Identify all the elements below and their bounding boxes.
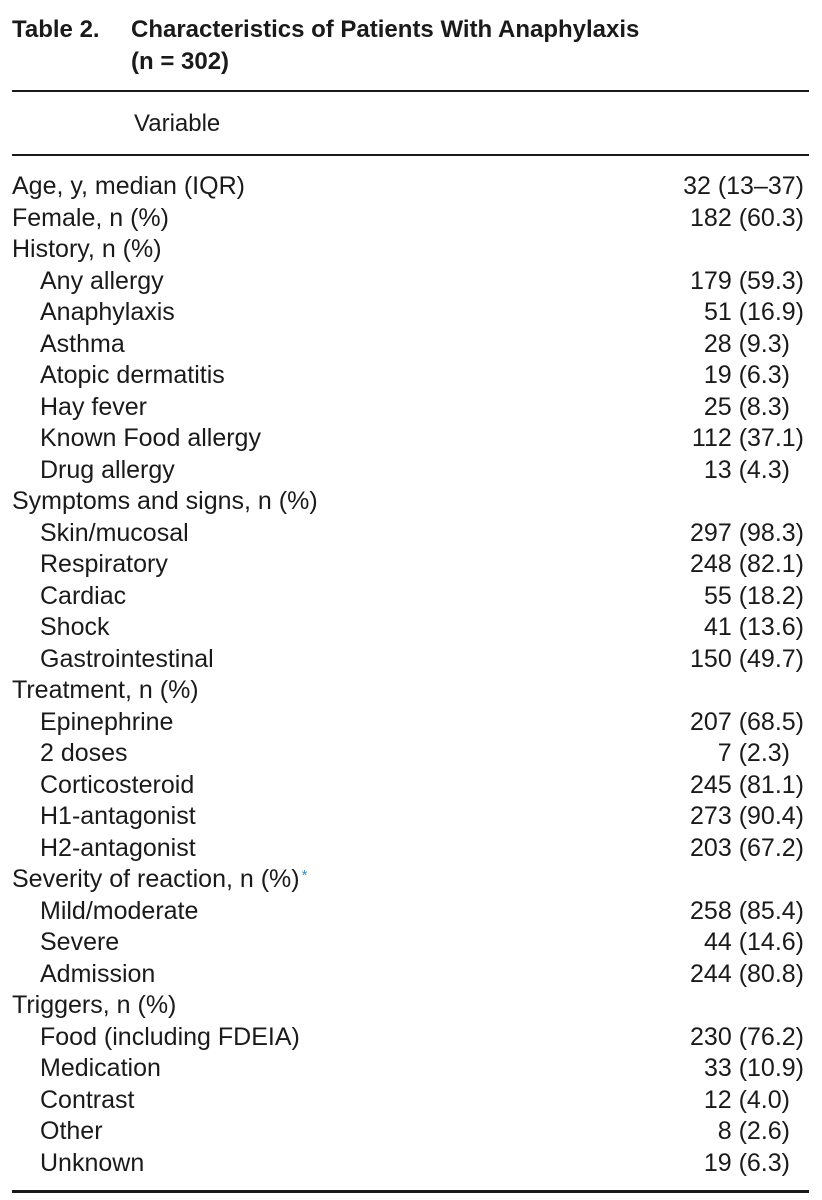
table-row	[12, 171, 809, 203]
row-label-text: Drug allergy	[40, 455, 175, 484]
row-value: 258 (85.4)	[690, 896, 804, 925]
row-value: 55 (18.2)	[703, 581, 804, 610]
table-row	[12, 644, 809, 676]
table-row	[12, 266, 809, 298]
table-row	[12, 612, 809, 644]
bottom-rule	[12, 1190, 809, 1193]
row-label-text: Cardiac	[40, 581, 127, 610]
row-label-text: Known Food allergy	[40, 424, 261, 452]
row-label	[40, 423, 261, 455]
row-value: 112 (37.1)	[691, 424, 804, 452]
table-row	[12, 1085, 809, 1117]
table-row	[12, 864, 809, 896]
footnote-marker[interactable]: *	[301, 867, 308, 884]
row-value: 13 (4.3)	[703, 455, 790, 484]
row-label	[40, 1148, 144, 1180]
table-title-line1: Characteristics of Patients With Anaphylaxis	[131, 16, 640, 43]
table-row	[12, 518, 809, 550]
row-label-text: Treatment, n (%)	[12, 676, 199, 704]
row-label	[40, 297, 175, 329]
table-row	[12, 707, 809, 739]
row-label	[12, 486, 318, 518]
table-row	[12, 455, 809, 487]
table-row	[12, 738, 809, 770]
row-label-text: Female, n (%)	[12, 203, 169, 232]
row-label	[12, 171, 245, 203]
row-label-text: Respiratory	[40, 550, 168, 578]
row-label-text: 2 doses	[40, 739, 128, 767]
table-row	[12, 234, 809, 266]
row-value: 273 (90.4)	[690, 802, 804, 830]
row-value: 19 (6.3)	[703, 361, 790, 389]
row-label	[40, 266, 164, 298]
table-row	[12, 203, 809, 235]
table-row	[12, 486, 809, 518]
row-label-text: Triggers, n (%)	[12, 991, 177, 1019]
row-label-text: Skin/mucosal	[40, 518, 189, 547]
row-value: 28 (9.3)	[703, 329, 790, 358]
row-label	[40, 518, 189, 550]
row-label-text: Asthma	[40, 329, 125, 358]
table-row	[12, 1116, 809, 1148]
row-label-text: Corticosteroid	[40, 770, 195, 799]
table-row	[12, 297, 809, 329]
row-label	[40, 1116, 103, 1148]
table-row	[12, 833, 809, 865]
row-label	[40, 1022, 300, 1054]
row-label	[40, 801, 196, 833]
row-label-text: Gastrointestinal	[40, 644, 214, 673]
row-label-text: Other	[40, 1117, 103, 1145]
row-label	[12, 203, 169, 235]
row-label-text: Unknown	[40, 1148, 145, 1177]
row-label	[40, 612, 109, 644]
row-label	[12, 864, 307, 896]
row-value: 207 (68.5)	[690, 707, 804, 736]
row-label-text: Severe	[40, 928, 120, 956]
table-row	[12, 1022, 809, 1054]
table-row	[12, 675, 809, 707]
row-label-text: Food (including FDEIA)	[40, 1022, 300, 1051]
row-value: 244 (80.8)	[690, 959, 804, 988]
row-label	[40, 581, 126, 613]
row-label	[40, 1053, 161, 1085]
row-label-text: H2-antagonist	[40, 833, 196, 862]
row-label-text: Medication	[40, 1054, 161, 1082]
table-row	[12, 959, 809, 991]
row-label-text: Atopic dermatitis	[40, 361, 225, 389]
row-value: 245 (81.1)	[690, 770, 804, 799]
row-value: 33 (10.9)	[703, 1054, 804, 1082]
row-label	[40, 959, 155, 991]
row-label	[40, 644, 214, 676]
row-value: 25 (8.3)	[703, 392, 790, 421]
row-label-text: Epinephrine	[40, 707, 174, 736]
table-row	[12, 927, 809, 959]
row-value: 7 (2.3)	[717, 739, 790, 767]
row-value: 19 (6.3)	[703, 1148, 790, 1177]
table-title	[12, 14, 639, 78]
row-value: 32 (13–37)	[683, 172, 804, 200]
table-row	[12, 392, 809, 424]
row-value: 150 (49.7)	[690, 644, 804, 673]
row-label-text: Admission	[40, 959, 156, 988]
row-label	[40, 392, 147, 424]
row-label-text: Anaphylaxis	[40, 298, 175, 326]
header-rule	[12, 154, 809, 156]
row-value: 12 (4.0)	[703, 1085, 790, 1114]
table-title-line2: (n = 302)	[131, 48, 230, 75]
row-label	[40, 927, 119, 959]
table-row	[12, 581, 809, 613]
table-row	[12, 990, 809, 1022]
row-label-text: Mild/moderate	[40, 896, 199, 925]
column-header-variable: Variable	[134, 110, 221, 137]
row-label	[40, 549, 168, 581]
row-value: 203 (67.2)	[690, 833, 804, 862]
row-label	[12, 675, 199, 707]
row-label-text: Age, y, median (IQR)	[12, 172, 245, 200]
table-row	[12, 549, 809, 581]
row-value: 230 (76.2)	[690, 1022, 804, 1051]
row-label-text: Shock	[40, 613, 110, 641]
row-value: 41 (13.6)	[703, 613, 804, 641]
row-label	[40, 738, 128, 770]
row-value: 51 (16.9)	[703, 298, 804, 326]
row-label	[12, 990, 176, 1022]
row-label	[40, 707, 173, 739]
row-label	[40, 770, 194, 802]
row-label-text: Any allergy	[40, 266, 164, 295]
row-label-text: Hay fever	[40, 392, 147, 421]
table-row	[12, 1148, 809, 1180]
row-value: 182 (60.3)	[690, 203, 804, 232]
row-label	[40, 833, 196, 865]
row-label	[40, 455, 175, 487]
top-rule	[12, 90, 809, 92]
row-value: 179 (59.3)	[690, 266, 804, 295]
row-label	[40, 360, 225, 392]
row-label	[40, 1085, 134, 1117]
table-row	[12, 360, 809, 392]
table-row	[12, 1053, 809, 1085]
table-row	[12, 801, 809, 833]
row-label	[12, 234, 162, 266]
table-row	[12, 423, 809, 455]
row-value: 297 (98.3)	[690, 518, 804, 547]
row-value: 8 (2.6)	[717, 1117, 790, 1145]
row-value: 248 (82.1)	[690, 550, 804, 578]
row-label-text: Symptoms and signs, n (%)	[12, 487, 318, 515]
row-label-text: Contrast	[40, 1085, 135, 1114]
table-body	[12, 171, 809, 1179]
table-row	[12, 329, 809, 361]
row-label	[40, 896, 198, 928]
row-label-text: Severity of reaction, n (%)	[12, 865, 300, 893]
table-row	[12, 770, 809, 802]
row-label-text: History, n (%)	[12, 235, 162, 263]
row-label-text: H1-antagonist	[40, 802, 196, 830]
table-row	[12, 896, 809, 928]
row-label	[40, 329, 125, 361]
table-label: Table 2.	[12, 16, 100, 43]
row-value: 44 (14.6)	[703, 928, 804, 956]
